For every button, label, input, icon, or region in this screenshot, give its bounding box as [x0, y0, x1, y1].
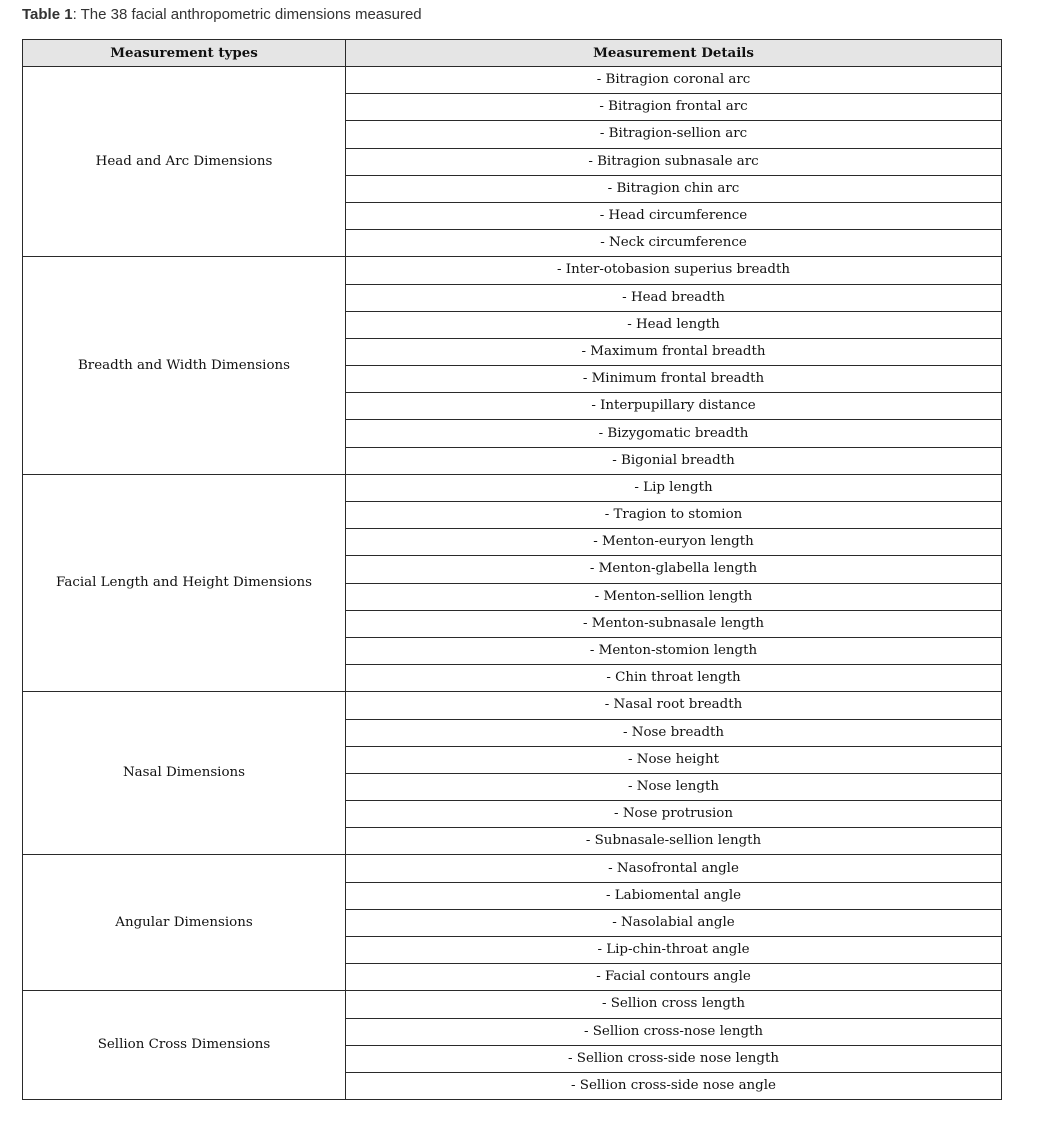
- measurement-type-cell: Head and Arc Dimensions: [23, 67, 346, 257]
- measurement-detail-cell: - Lip length: [346, 474, 1002, 501]
- measurement-detail-cell: - Lip-chin-throat angle: [346, 937, 1002, 964]
- measurement-detail-cell: - Maximum frontal breadth: [346, 338, 1002, 365]
- measurement-detail-cell: - Head length: [346, 311, 1002, 338]
- measurement-detail-cell: - Head breadth: [346, 284, 1002, 311]
- measurement-detail-cell: - Menton-sellion length: [346, 583, 1002, 610]
- table-row: [23, 474, 1002, 501]
- measurement-detail-cell: - Bizygomatic breadth: [346, 420, 1002, 447]
- table-row: [23, 855, 1002, 882]
- table-header-row: [23, 40, 1002, 67]
- measurement-detail-cell: - Chin throat length: [346, 665, 1002, 692]
- measurement-detail-cell: - Head circumference: [346, 202, 1002, 229]
- measurement-type-cell: Facial Length and Height Dimensions: [23, 474, 346, 692]
- measurement-detail-cell: - Facial contours angle: [346, 964, 1002, 991]
- table-body: [23, 67, 1002, 1100]
- measurement-detail-cell: - Sellion cross length: [346, 991, 1002, 1018]
- table-caption: [22, 6, 422, 23]
- measurement-detail-cell: - Bitragion chin arc: [346, 175, 1002, 202]
- measurement-detail-cell: - Sellion cross-side nose angle: [346, 1072, 1002, 1099]
- measurement-detail-cell: - Sellion cross-side nose length: [346, 1045, 1002, 1072]
- measurement-detail-cell: - Tragion to stomion: [346, 502, 1002, 529]
- measurement-detail-cell: - Interpupillary distance: [346, 393, 1002, 420]
- measurement-detail-cell: - Bitragion frontal arc: [346, 94, 1002, 121]
- measurement-type-cell: Angular Dimensions: [23, 855, 346, 991]
- table-row: [23, 692, 1002, 719]
- measurement-detail-cell: - Sellion cross-nose length: [346, 1018, 1002, 1045]
- table-row: [23, 991, 1002, 1018]
- measurement-detail-cell: - Bitragion-sellion arc: [346, 121, 1002, 148]
- measurement-detail-cell: - Labiomental angle: [346, 882, 1002, 909]
- header-measurement-types: Measurement types: [23, 40, 346, 67]
- measurement-detail-cell: - Nose protrusion: [346, 801, 1002, 828]
- table-row: [23, 67, 1002, 94]
- measurement-type-cell: Breadth and Width Dimensions: [23, 257, 346, 475]
- measurement-detail-cell: - Nose length: [346, 773, 1002, 800]
- table-caption-label: Table 1: [22, 6, 73, 23]
- measurement-detail-cell: - Menton-subnasale length: [346, 610, 1002, 637]
- measurement-detail-cell: - Menton-glabella length: [346, 556, 1002, 583]
- measurement-type-cell: Nasal Dimensions: [23, 692, 346, 855]
- measurement-detail-cell: - Nasal root breadth: [346, 692, 1002, 719]
- measurement-type-cell: Sellion Cross Dimensions: [23, 991, 346, 1100]
- measurement-detail-cell: - Menton-stomion length: [346, 637, 1002, 664]
- measurement-detail-cell: - Nasofrontal angle: [346, 855, 1002, 882]
- measurements-table: [22, 39, 1002, 1100]
- header-measurement-details: Measurement Details: [346, 40, 1002, 67]
- measurement-detail-cell: - Nose height: [346, 746, 1002, 773]
- measurement-detail-cell: - Neck circumference: [346, 230, 1002, 257]
- measurement-detail-cell: - Minimum frontal breadth: [346, 366, 1002, 393]
- table-caption-text: : The 38 facial anthropometric dimensions measured: [72, 6, 422, 23]
- measurement-detail-cell: - Bitragion subnasale arc: [346, 148, 1002, 175]
- table-row: [23, 257, 1002, 284]
- measurement-detail-cell: - Inter-otobasion superius breadth: [346, 257, 1002, 284]
- measurement-detail-cell: - Subnasale-sellion length: [346, 828, 1002, 855]
- measurement-detail-cell: - Bigonial breadth: [346, 447, 1002, 474]
- measurement-detail-cell: - Bitragion coronal arc: [346, 67, 1002, 94]
- measurement-detail-cell: - Nose breadth: [346, 719, 1002, 746]
- measurement-detail-cell: - Menton-euryon length: [346, 529, 1002, 556]
- measurement-detail-cell: - Nasolabial angle: [346, 909, 1002, 936]
